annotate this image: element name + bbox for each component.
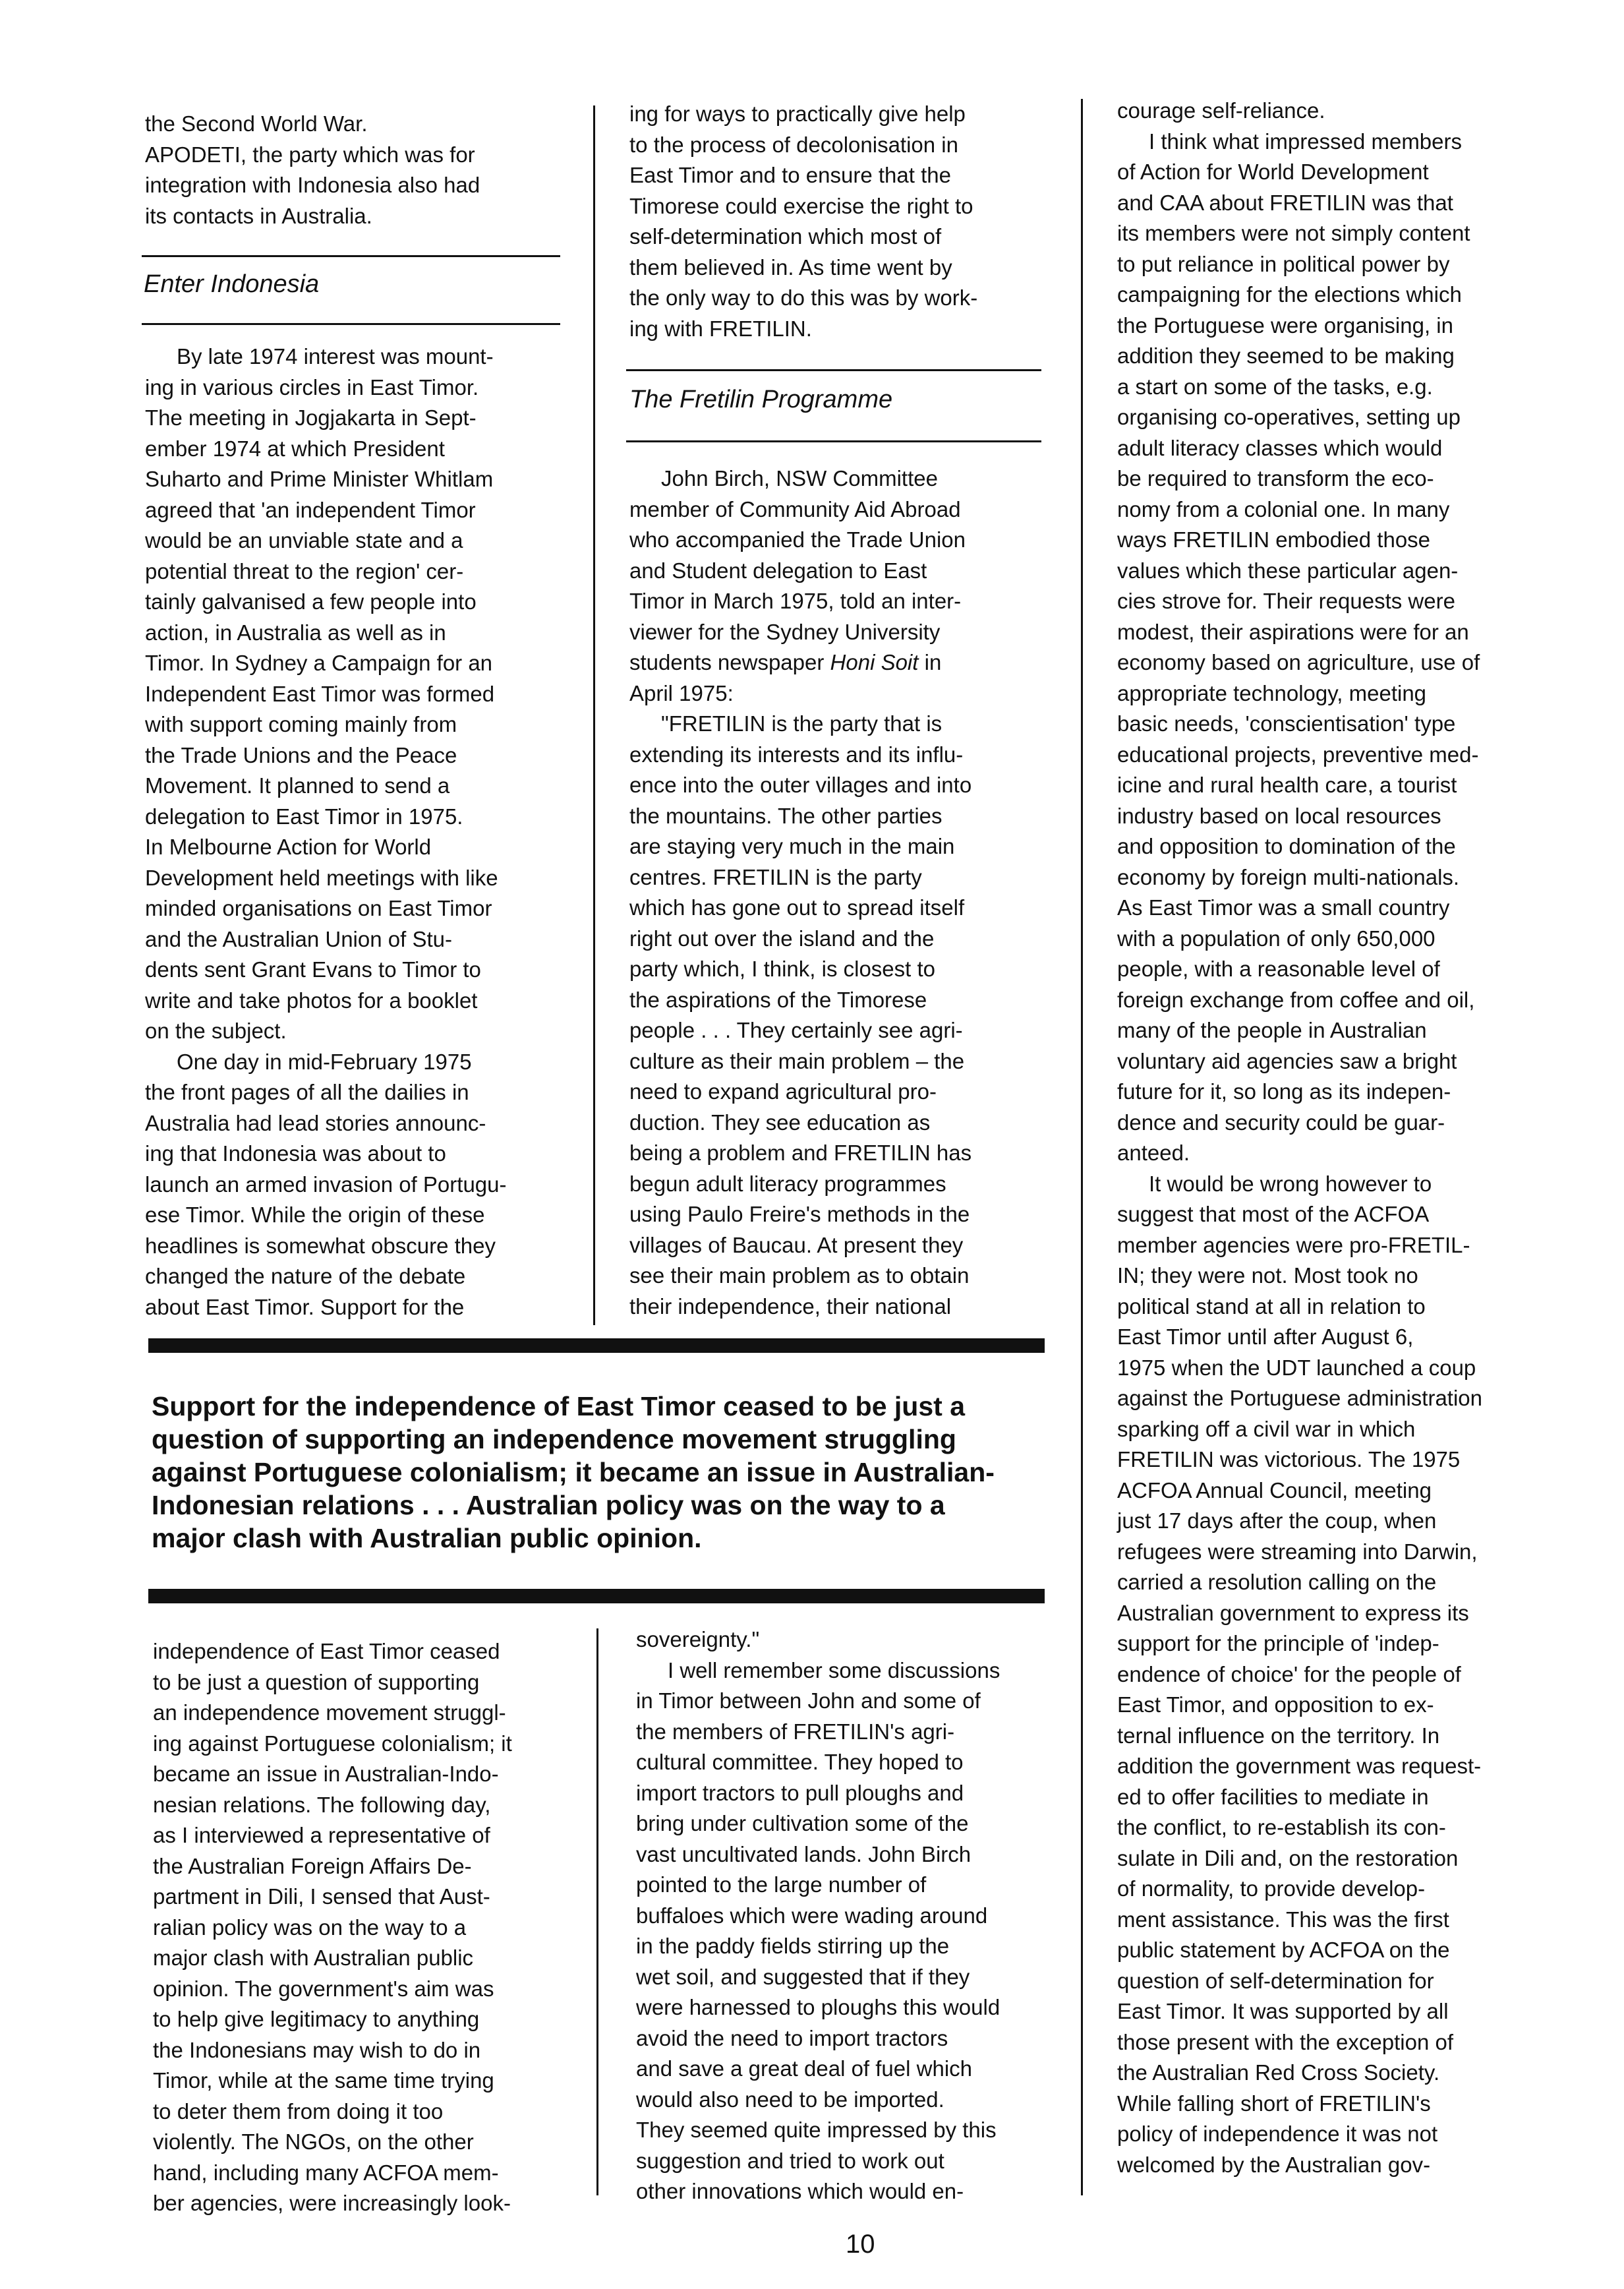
text-line: ese Timor. While the origin of these	[145, 1203, 485, 1227]
text-line: who accompanied the Trade Union	[629, 527, 966, 552]
text-line: minded organisations on East Timor	[145, 896, 492, 920]
text-line: begun adult literacy programmes	[629, 1171, 946, 1196]
column-divider-top-1	[593, 105, 595, 1325]
text-line: viewer for the Sydney University	[629, 619, 941, 644]
text-line: The meeting in Jogjakarta in Sept-	[145, 405, 477, 430]
text-line: East Timor, and opposition to ex-	[1117, 1692, 1434, 1717]
text-line: centres. FRETILIN is the party	[629, 864, 922, 889]
col1-top-text	[145, 109, 567, 231]
text-line: being a problem and FRETILIN has	[629, 1141, 972, 1165]
text-line: sovereignty."	[636, 1627, 760, 1651]
text-line: addition the government was request-	[1117, 1754, 1482, 1778]
col1-bottom-text	[153, 1636, 575, 2219]
text-line: and the Australian Union of Stu-	[145, 926, 452, 951]
text-line: Movement. It planned to send a	[145, 773, 450, 798]
text-line: import tractors to pull ploughs and	[636, 1780, 964, 1805]
text-line: potential threat to the region' cer-	[145, 558, 464, 583]
text-line: its contacts in Australia.	[145, 203, 372, 228]
text-line: and CAA about FRETILIN was that	[1117, 190, 1453, 215]
text-line: suggestion and tried to work out	[636, 2148, 944, 2173]
text-line: delegation to East Timor in 1975.	[145, 804, 463, 829]
text-line: Australian government to express its	[1117, 1600, 1469, 1625]
section-heading-fretilin-programme: The Fretilin Programme	[629, 386, 893, 413]
text-line: other innovations which would en-	[636, 2179, 964, 2203]
text-line: to deter them from doing it too	[153, 2098, 444, 2124]
text-line: ber agencies, were increasingly look-	[153, 2191, 511, 2215]
text-line: the aspirations of the Timorese	[629, 987, 927, 1012]
text-line: Timorese could exercise the right to	[629, 193, 973, 218]
text-line: to help give legitimacy to anything	[153, 2007, 480, 2031]
text-line: about East Timor. Support for the	[145, 1294, 465, 1319]
text-line: It would be wrong however to	[1149, 1171, 1432, 1196]
text-line: against Portuguese colonialism; it became an issue in Australian-	[152, 1457, 995, 1487]
text-line: with a population of only 650,000	[1117, 926, 1436, 951]
col2-bottom-text	[636, 1624, 1058, 2207]
text-line: an independence movement struggl-	[153, 1700, 506, 1725]
text-line: to put reliance in political power by	[1117, 251, 1450, 276]
text-line: those present with the exception of	[1117, 2029, 1453, 2054]
text-line: would be an unviable state and a	[145, 528, 463, 552]
text-line: While falling short of FRETILIN's	[1117, 2091, 1431, 2116]
text-line: question of supporting an independence movement struggling	[152, 1424, 956, 1454]
text-line: vast uncultivated lands. John Birch	[636, 1841, 972, 1866]
text-line: economy by foreign multi-nationals.	[1117, 864, 1460, 889]
text-line: the Portuguese were organising, in	[1117, 312, 1453, 338]
text-line: students newspaper Honi Soit in	[629, 650, 942, 674]
text-line: using Paulo Freire's methods in the	[629, 1202, 970, 1226]
text-line: Australia had lead stories announc-	[145, 1110, 486, 1135]
text-line: anteed.	[1117, 1141, 1190, 1165]
text-line: I think what impressed members	[1149, 129, 1463, 154]
text-line: pointed to the large number of	[636, 1872, 927, 1897]
text-line: nesian relations. The following day,	[153, 1792, 491, 1817]
text-line: suggest that most of the ACFOA	[1117, 1202, 1430, 1226]
text-line: the conflict, to re-establish its con-	[1117, 1815, 1446, 1839]
text-line: ing that Indonesia was about to	[145, 1141, 446, 1166]
text-line: its members were not simply content	[1117, 221, 1470, 245]
pull-quote-bottom-bar	[148, 1589, 1045, 1603]
text-line: Suharto and Prime Minister Whitlam	[145, 467, 494, 491]
text-line: Support for the independence of East Timor ceased to be just a	[152, 1391, 966, 1421]
text-line: Indonesian relations . . . Australian policy was on the way to a	[152, 1490, 945, 1520]
text-line: policy of independence it was not	[1117, 2122, 1438, 2146]
text-line: organising co-operatives, setting up	[1117, 405, 1461, 429]
text-line: cultural committee. They hoped to	[636, 1750, 964, 1774]
text-line: integration with Indonesia also had	[145, 173, 480, 197]
text-line: appropriate technology, meeting	[1117, 680, 1427, 705]
text-line: ing for ways to practically give help	[629, 102, 966, 126]
text-line: many of the people in Australian	[1117, 1018, 1427, 1042]
text-line: need to expand agricultural pro-	[629, 1079, 937, 1104]
text-line: foreign exchange from coffee and oil,	[1117, 987, 1475, 1012]
text-line: wet soil, and suggested that if they	[636, 1964, 970, 1989]
text-line: Timor, while at the same time trying	[153, 2068, 494, 2093]
text-line: ways FRETILIN embodied those	[1117, 527, 1431, 552]
text-line: courage self-reliance.	[1117, 98, 1325, 123]
text-line: member of Community Aid Abroad	[629, 496, 961, 521]
text-line: nomy from a colonial one. In many	[1117, 496, 1450, 521]
column-divider-bottom-1	[596, 1628, 598, 2195]
text-line: FRETILIN was victorious. The 1975	[1117, 1447, 1461, 1472]
text-line: buffaloes which were wading around	[636, 1903, 988, 1928]
text-line: them believed in. As time went by	[629, 254, 952, 280]
text-line: the Australian Red Cross Society.	[1117, 2060, 1440, 2085]
text-line: adult literacy classes which would	[1117, 435, 1443, 460]
text-line: IN; they were not. Most took no	[1117, 1263, 1418, 1288]
text-line: just 17 days after the coup, when	[1117, 1508, 1437, 1533]
text-line: independence of East Timor ceased	[153, 1639, 500, 1663]
text-line: ember 1974 at which President	[145, 436, 445, 461]
text-line: ed to offer facilities to mediate in	[1117, 1784, 1429, 1809]
text-line: basic needs, 'conscientisation' type	[1117, 711, 1456, 736]
text-line: the members of FRETILIN's agri-	[636, 1719, 955, 1744]
text-line: are staying very much in the main	[629, 834, 955, 858]
text-line: sulate in Dili and, on the restoration	[1117, 1845, 1459, 1870]
text-line: addition they seemed to be making	[1117, 343, 1455, 368]
text-line: in Timor between John and some of	[636, 1688, 981, 1713]
text-line: ing with FRETILIN.	[629, 316, 812, 341]
text-line: and save a great deal of fuel which	[636, 2056, 973, 2081]
text-line: opinion. The government's aim was	[153, 1976, 494, 2001]
text-line: right out over the island and the	[629, 926, 935, 951]
text-line: as I interviewed a representative of	[153, 1823, 490, 1847]
text-line: people, with a reasonable level of	[1117, 957, 1440, 981]
text-line: the Second World War.	[145, 111, 368, 136]
text-line: endence of choice' for the people of	[1117, 1661, 1461, 1686]
text-line: and Student delegation to East	[629, 558, 927, 583]
text-line: 1975 when the UDT launched a coup	[1117, 1355, 1476, 1380]
text-line: headlines is somewhat obscure they	[145, 1233, 496, 1258]
text-line: villages of Baucau. At present they	[629, 1232, 964, 1257]
text-line: cies strove for. Their requests were	[1117, 589, 1455, 613]
page-number: 10	[846, 2230, 875, 2259]
text-line: APODETI, the party which was for	[145, 142, 475, 167]
text-line: support for the principle of 'indep-	[1117, 1631, 1439, 1655]
text-line: East Timor. It was supported by all	[1117, 1999, 1449, 2023]
text-line: future for it, so long as its indepen-	[1117, 1079, 1451, 1104]
text-line: would also need to be imported.	[636, 2087, 944, 2112]
text-line: welcomed by the Australian gov-	[1117, 2152, 1431, 2177]
text-line: party which, I think, is closest to	[629, 957, 936, 981]
pull-quote-top-bar	[148, 1338, 1045, 1353]
text-line: the Indonesians may wish to do in	[153, 2037, 481, 2062]
text-line: Development held meetings with like	[145, 865, 498, 890]
text-line: "FRETILIN is the party that is	[661, 711, 942, 736]
col1-body-text	[145, 342, 567, 1323]
text-line: values which these particular agen-	[1117, 558, 1459, 583]
text-line: ing against Portuguese colonialism; it	[153, 1731, 512, 1756]
text-line: ternal influence on the territory. In	[1117, 1723, 1440, 1748]
text-line: duction. They see education as	[629, 1110, 931, 1135]
text-line: launch an armed invasion of Portugu-	[145, 1172, 507, 1197]
col2-body-text	[629, 463, 1051, 1322]
text-line: question of self-determination for	[1117, 1968, 1434, 1993]
text-line: with support coming mainly from	[145, 712, 457, 736]
pull-quote	[152, 1390, 1048, 1555]
text-line: One day in mid-February 1975	[177, 1049, 472, 1074]
text-line: to the process of decolonisation in	[629, 132, 958, 157]
text-line: member agencies were pro-FRETIL-	[1117, 1232, 1470, 1257]
text-line: the front pages of all the dailies in	[145, 1080, 469, 1104]
text-line: agreed that 'an independent Timor	[145, 497, 476, 522]
text-line: ment assistance. This was the first	[1117, 1907, 1449, 1932]
text-line: I well remember some discussions	[668, 1657, 1000, 1682]
col3-text	[1117, 96, 1546, 2180]
text-line: the only way to do this was by work-	[629, 285, 978, 310]
text-line: They seemed quite impressed by this	[636, 2118, 997, 2142]
text-line: Timor. In Sydney a Campaign for an	[145, 651, 493, 675]
text-line: avoid the need to import tractors	[636, 2025, 948, 2050]
text-line: culture as their main problem – the	[629, 1048, 965, 1073]
text-line: the Trade Unions and the Peace	[145, 742, 457, 767]
text-line: April 1975:	[629, 680, 734, 705]
text-line: ralian policy was on the way to a	[153, 1915, 467, 1940]
text-line: By late 1974 interest was mount-	[177, 344, 494, 369]
text-line: hand, including many ACFOA mem-	[153, 2160, 499, 2185]
text-line: on the subject.	[145, 1019, 287, 1043]
text-line: partment in Dili, I sensed that Aust-	[153, 1884, 490, 1909]
rule-below-enter-indonesia	[142, 323, 560, 325]
text-line: and opposition to domination of the	[1117, 834, 1456, 858]
text-line: be required to transform the eco-	[1117, 466, 1434, 490]
text-line: violently. The NGOs, on the other	[153, 2129, 474, 2154]
text-line: campaigning for the elections which	[1117, 282, 1462, 307]
text-line: the Australian Foreign Affairs De-	[153, 1853, 472, 1878]
section-heading-enter-indonesia: Enter Indonesia	[144, 270, 320, 298]
text-line: dents sent Grant Evans to Timor to	[145, 957, 481, 982]
text-line: major clash with Australian public opinion.	[152, 1523, 702, 1553]
text-line: write and take photos for a booklet	[145, 988, 478, 1013]
text-line: bring under cultivation some of the	[636, 1811, 969, 1835]
text-line: East Timor and to ensure that the	[629, 163, 951, 187]
text-line: to be just a question of supporting	[153, 1669, 480, 1694]
text-line: voluntary aid agencies saw a bright	[1117, 1048, 1457, 1073]
text-line: the mountains. The other parties	[629, 803, 942, 828]
text-line: political stand at all in relation to	[1117, 1293, 1426, 1319]
text-line: educational projects, preventive med-	[1117, 742, 1479, 767]
text-line: public statement by ACFOA on the	[1117, 1938, 1450, 1962]
text-line: tainly galvanised a few people into	[145, 589, 477, 614]
text-line: In Melbourne Action for World	[145, 835, 432, 859]
col2-top-text	[629, 99, 1051, 344]
text-line: of Action for World Development	[1117, 160, 1429, 184]
text-line: John Birch, NSW Committee	[661, 466, 938, 490]
text-line: ence into the outer villages and into	[629, 773, 972, 797]
text-line: dence and security could be guar-	[1117, 1110, 1445, 1135]
text-line: people . . . They certainly see agri-	[629, 1018, 963, 1042]
text-line: were harnessed to ploughs this would	[636, 1995, 1000, 2019]
text-line: sparking off a civil war in which	[1117, 1416, 1416, 1441]
rule-above-fretilin-programme	[626, 369, 1041, 371]
text-line: extending its interests and its influ-	[629, 742, 964, 767]
text-line: ACFOA Annual Council, meeting	[1117, 1477, 1432, 1502]
text-line: action, in Australia as well as in	[145, 620, 446, 645]
text-line: modest, their aspirations were for an	[1117, 619, 1469, 644]
text-line: As East Timor was a small country	[1117, 895, 1450, 920]
text-line: in the paddy fields stirring up the	[636, 1934, 950, 1958]
text-line: self-determination which most of	[629, 224, 942, 249]
text-line: their independence, their national	[629, 1293, 952, 1319]
text-line: Independent East Timor was formed	[145, 681, 495, 706]
rule-below-fretilin-programme	[626, 440, 1041, 442]
text-line: carried a resolution calling on the	[1117, 1570, 1437, 1594]
text-line: a start on some of the tasks, e.g.	[1117, 374, 1433, 399]
text-line: changed the nature of the debate	[145, 1264, 466, 1288]
rule-above-enter-indonesia	[142, 255, 560, 257]
text-line: refugees were streaming into Darwin,	[1117, 1539, 1478, 1564]
text-line: ing in various circles in East Timor.	[145, 374, 479, 400]
text-line: against the Portuguese administration	[1117, 1386, 1483, 1410]
text-line: became an issue in Australian-Indo-	[153, 1762, 499, 1786]
text-line: major clash with Australian public	[153, 1946, 474, 1970]
text-line: East Timor until after August 6,	[1117, 1324, 1414, 1349]
text-line: of normality, to provide develop-	[1117, 1876, 1426, 1901]
text-line: which has gone out to spread itself	[629, 895, 965, 920]
text-line: see their main problem as to obtain	[629, 1263, 970, 1288]
column-divider-right	[1081, 99, 1083, 2195]
text-line: icine and rural health care, a tourist	[1117, 773, 1457, 797]
text-line: Timor in March 1975, told an inter-	[629, 589, 962, 613]
text-line: industry based on local resources	[1117, 803, 1441, 828]
text-line: economy based on agriculture, use of	[1117, 650, 1480, 674]
